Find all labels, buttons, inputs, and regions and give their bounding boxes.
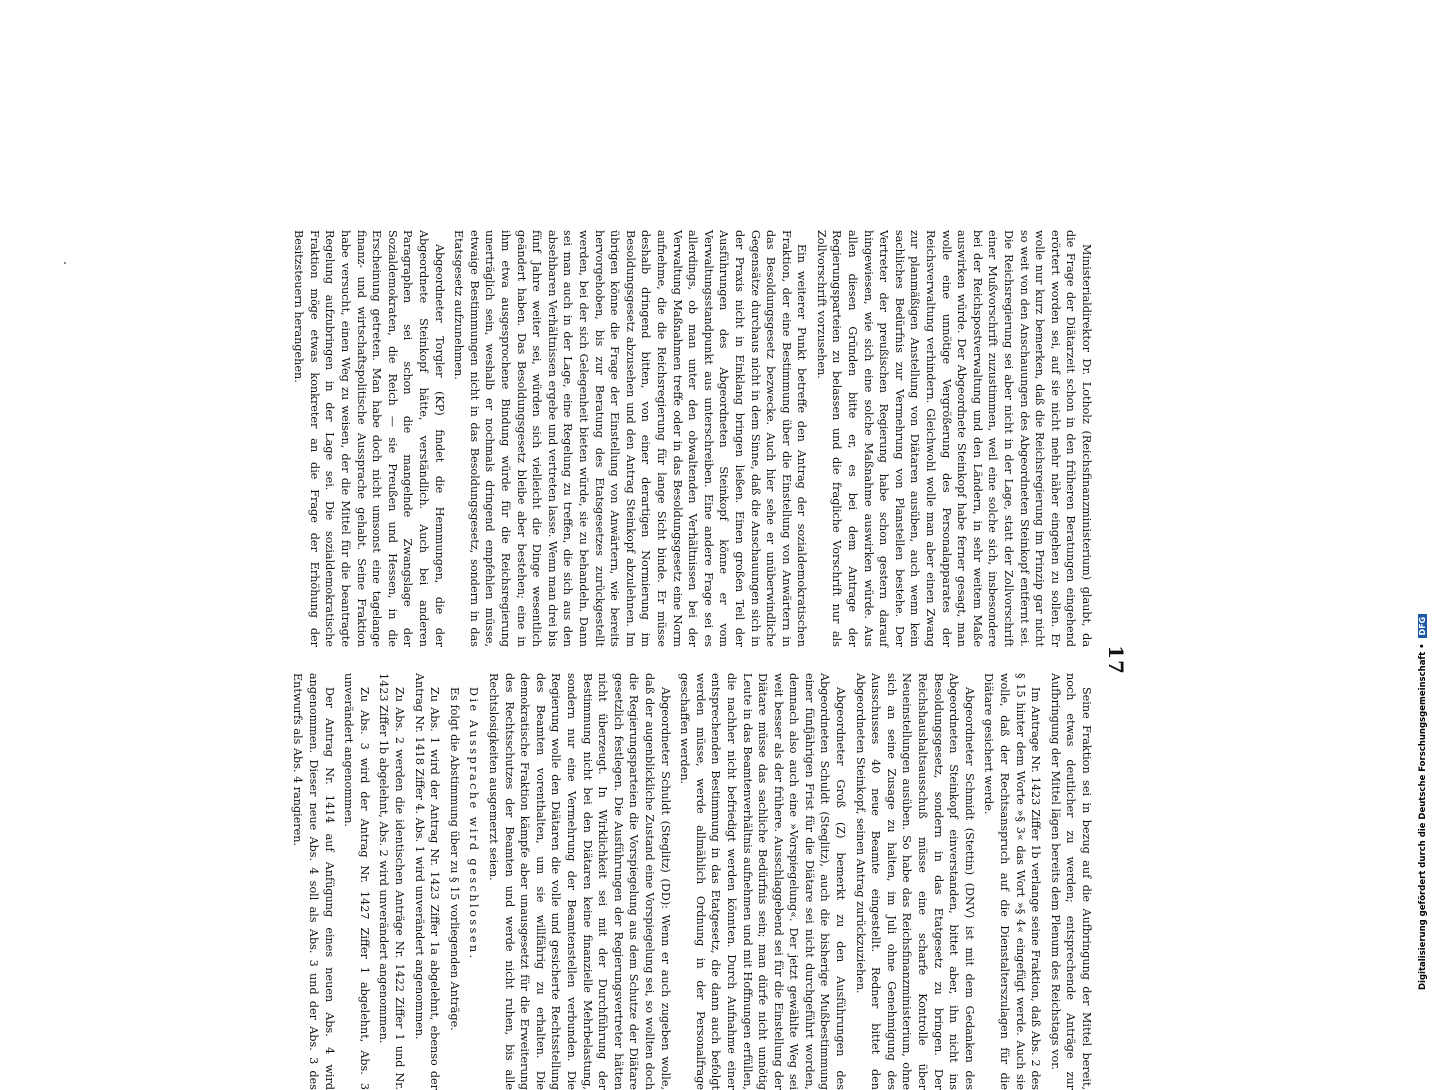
dfg-credit-line [1416, 10, 1430, 990]
paragraph: Ein weiterer Punkt betreffe den Antrag der sozialdemokratischen Fraktion, der eine Bestimmung über die Einstellung von Anwärtern in das Besoldungsgesetz bezwecke. Auch hier sehe er unüberwindliche Gegensätze durchaus nicht in dem Sinne, daß die Anschauungen sich in der Praxis nicht in Einklang bringen ließen. Einen großen Teil der Ausführungen des Abgeordneten Steinkopf könne er vom Verwaltungsstandpunkt aus unterschreiben. Eine andere Frage sei es allerdings, ob man unter den obwaltenden Verhältnissen bei der Verwaltung Maßnahmen treffe oder in das Besoldungsgesetz eine Norm aufnehme, die die Reichsregierung für lange Sicht binde. Er müsse deshalb dringend bitten, von einer derartigen Normierung im Besoldungsgesetz abzusehen und den Antrag Steinkopf abzulehnen. Im übrigen könne die Frage der Einstellung von Anwärtern, wie bereits hervorgehoben, bis zur Beratung des Etatsgesetzes zurückgestellt werden, bei der sich Gelegenheit bieten würde, sie zu behandeln. Dann sei man auch in der Lage, eine Regelung zu treffen, die sich aus den absehbaren Verhältnissen ergebe und vertreten lasse. Wenn man drei bis fünf Jahre weiter sei, würden sich vielleicht die Dinge wesentlich geändert haben. Das Besoldungsgesetz bleibe aber bestehen; eine in ihm etwa ausgesprochene Bindung würde für die Reichsregierung unerträglich sein, weshalb er nochmals dringend empfehlen müsse, etwaige Bestimmungen nicht in das Besoldungsgesetz, sondern in das Etatsgesetz aufzunehmen. [452, 230, 809, 647]
paragraph: Abgeordneter Schmidt (Stettin) (DNV) ist mit dem Gedanken des Abgeordneten Steinkopf einverstanden, bittet aber, ihn nicht ins Besoldungsgesetz, sondern in das Etatgesetz zu bringen. Der Reichshaushaltsausschuß müsse eine scharfe Kontrolle über Neueinstellungen ausüben. So habe das Reichsfinanzministerium, ohne sich an seine Zusage zu halten, im Juli ohne Genehmigung des Ausschusses 40 neue Beamte eingestellt. Redner bittet den Abgeordneten Steinkopf, seinen Antrag zurückzuziehen. [853, 673, 976, 1090]
left-column [0, 230, 1094, 647]
paragraph: Zu Abs. 3 wird der Antrag Nr. 1427 Ziffer 1 abgelehnt, Abs. 3 unverändert angenommen. [342, 673, 371, 1090]
paragraph: Zu Abs. 1 wird der Antrag Nr. 1423 Ziffer 1a abgelehnt, ebenso der Antrag Nr. 1418 Ziffer 4. Abs. 1 wird unverändert angenommen. [412, 673, 442, 1090]
paragraph: Es folgt die Abstimmung über zu § 15 vorliegenden Anträge. [447, 687, 461, 1031]
paragraph: Abgeordneter Groß (Z) bemerkt zu den Ausführungen des Abgeordneten Schuldt (Steglitz), auch die bisherige Mußbestimmung einer fünfjährigen Frist für die Diätare sei nicht durchgeführt worden, demnach also auch eine »Vorspiegelung«. Der jetzt gewählte Weg sei weit besser als der frühere. Ausschlaggebend sei für die Einstellung der Diätare müsse das sachliche Bedürfnis sein; man dürfe nicht unnötig Leute in das Beamtenverhältnis aufnehmen und mit Hoffnungen erfüllen, die nachher nicht befriedigt werden könnten. Durch Aufnahme einer entsprechenden Bestimmung in das Etatgesetz, die dann auch befolgt werden müsse, werde allmählich Ordnung in der Personalfrage geschaffen werden. [678, 673, 848, 1090]
paragraph: Seine Fraktion sei in bezug auf die Aufbringung der Mittel bereit, noch etwas deutlicher zu werden; entsprechende Anträge zur Aufbringung der Mittel lägen bereits dem Plenum des Reichstags vor. [1048, 673, 1093, 1090]
paragraph: Die Aussprache wird geschlossen. [467, 687, 481, 961]
text-columns [0, 230, 1094, 1090]
paragraph: Ministerialdirektor Dr. Lotholz (Reichsfinanzministerium) glaubt, da die Frage der Diätarzeit schon in den früheren Beratungen eingehend erörtert worden sei, auf sie nicht mehr näher eingehen zu sollen. Er wolle nur kurz bemerken, daß die Reichsregierung im Prinzip gar nicht so weit von den Anschauungen des Abgeordneten Steinkopf entfernt sei. Die Reichsregierung sei aber nicht in der Lage, statt der Zollvorschrift einer Mußvorschrift zuzustimmen, weil eine solche sich, insbesondere bei der Reichspostverwaltung und den Ländern, in sehr weitem Maße auswirken würde. Der Abgeordnete Steinkopf habe ferner gesagt, man wolle eine unnötige Vergrößerung des Personalapparates der Reichsverwaltung verhindern. Gleichwohl wolle man aber einen Zwang zur planmäßigen Anstellung von Diätaren ausüben, auch wenn kein sachliches Bedürfnis zur Vermehrung von Planstellen bestehe. Der Vertreter der preußischen Regierung habe schon gestern darauf hingewiesen, wie sich eine solche Maßnahme auswirken würde. Aus allen diesen Gründen bitte er, es bei dem Antrage der Regierungsparteien zu belassen und die fragliche Vorschrift nur als Zollvorschrift vorzusehen. [814, 230, 1093, 647]
credit-text: Digitalisierung gefördert durch die Deutsche Forschungsgemeinschaft • [1418, 643, 1428, 990]
right-column [0, 673, 1094, 1090]
paragraph: Abgeordneter Torgler (KP) findet die Hemmungen, die der Abgeordnete Steinkopf hätte, verständlich. Auch bei anderen Paragraphen sei schon die mangelnde Zwangslage der Sozialdemokraten, die Reich — sie Preußen und Hessen, in die Erscheinung getreten. Man habe doch nicht umsonst eine tagelange finanz- und wirtschaftspolitische Aussprache gehabt. Seine Fraktion habe versucht, einen Weg zu weisen, der die Mittel für die beantragte Regelung aufzubringen in der Lage sei. Die sozialdemokratische Fraktion möge etwas konkreter an die Frage der Erhöhung der Besitzsteuern herangehen. [292, 230, 446, 647]
paragraph: Zu Abs. 2 werden die identischen Anträge Nr. 1422 Ziffer 1 und Nr. 1423 Ziffer 1b abgelehnt, Abs. 2 wird unverändert angenommen. [377, 673, 407, 1090]
paragraph: Im Antrage Nr. 1423 Ziffer 1b verlange seine Fraktion, daß Abs. 2 des § 15 hinter dem Worte »§ 3« das Wort »§ 4« eingefügt werde. Auch sie wolle, daß der Rechtsanspruch auf die Dienstalterszulagen für die Diätare gesichert werde. [982, 673, 1043, 1090]
scan-speck [64, 262, 66, 264]
rotated-page [0, 230, 1134, 1090]
dfg-logo: DFG [1418, 614, 1427, 639]
paragraph: Abgeordneter Schuldt (Steglitz) (DD): Wenn er auch zugeben wolle, daß der augenblickliche Zustand eine Vorspiegelung sei, so wollten doch die Regierungsparteien die Vorspiegelung aus dem Schutze der Diätare gesetzlich festlegen. Die Ausführungen der Regierungsvertreter hätten nicht überzeugt. In Wirklichkeit sei mit der Durchführung der Bestimmung nicht bei den Diätaren keine finanzielle Mehrbelastung, sondern nur eine Vermehrung der Beamtenstellen verbunden. Die Regierung wolle den Diätaren die volle und gesicherte Rechtsstellung des Beamten vorenthalten, um sie willfährig zu erhalten. Die demokratische Fraktion kämpfe aber unausgesetzt für die Erweiterung des Rechtsschutzes der Beamten und werde nicht ruhen, bis alle Rechtslosigkeiten ausgemerzt seien. [487, 673, 672, 1090]
paragraph: Der Antrag Nr. 1414 auf Anfügung eines neuen Abs. 4 wird angenommen. Dieser neue Abs. 4 soll als Abs. 3 und der Abs. 3 des Entwurfs als Abs. 4 rangieren. [291, 673, 336, 1090]
page-content [0, 230, 1134, 1090]
page-number: 17 [1104, 645, 1128, 675]
